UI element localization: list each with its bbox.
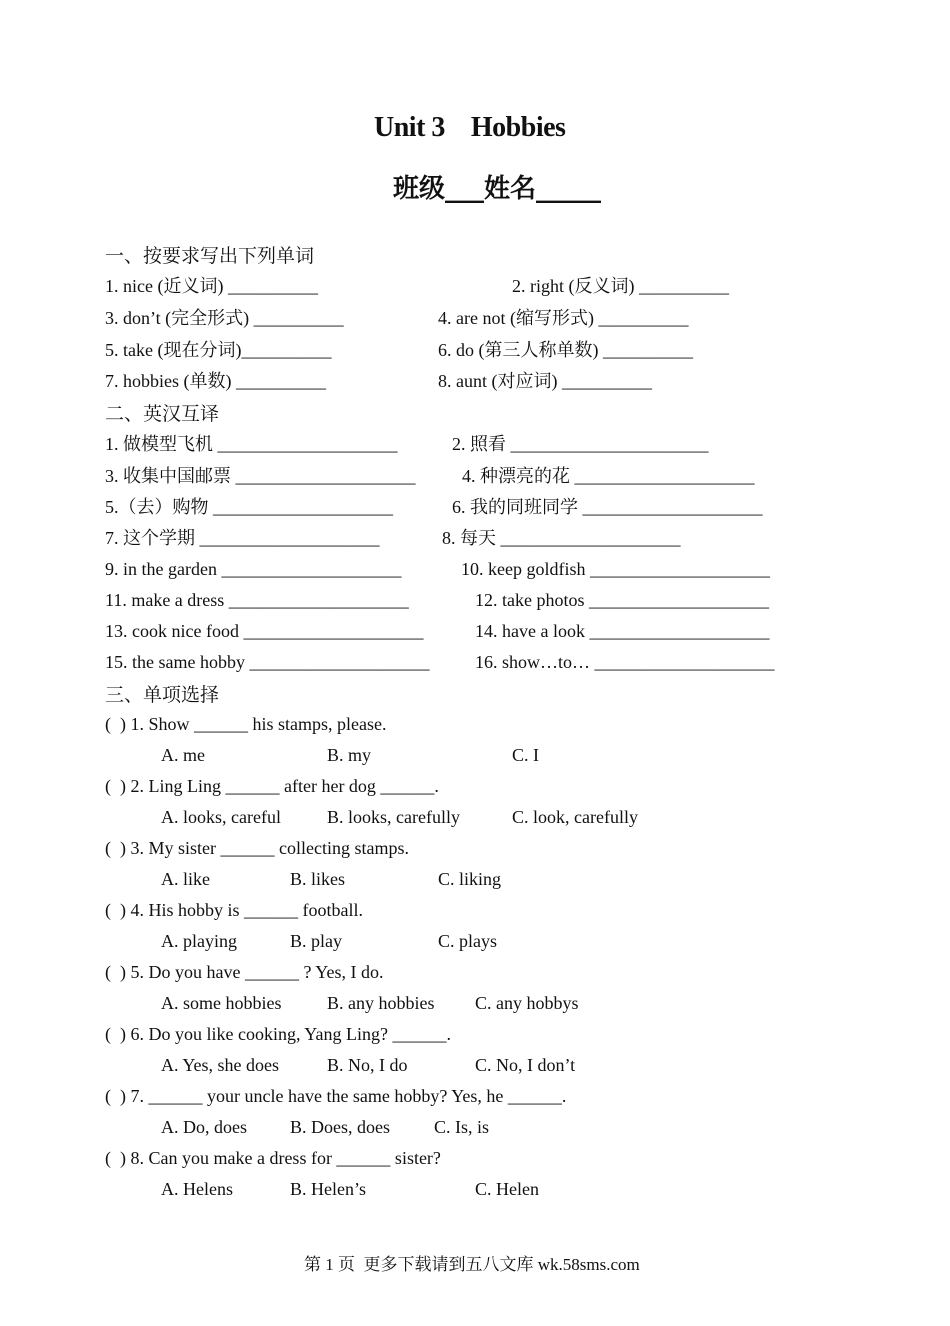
mc-option-4a: A. playing xyxy=(161,931,237,951)
mc-option-3c: C. liking xyxy=(438,869,502,889)
part2-item-13: 13. cook nice food ____________________ xyxy=(105,621,424,641)
mc-question-1: ( ) 1. Show ______ his stamps, please. xyxy=(105,714,387,734)
mc-option-8a: A. Helens xyxy=(161,1179,233,1199)
part2-item-11: 11. make a dress ____________________ xyxy=(105,590,409,610)
section-3-heading: 三、单项选择 xyxy=(105,684,220,706)
mc-question-2: ( ) 2. Ling Ling ______ after her dog ______. xyxy=(105,776,439,796)
mc-option-6c: C. No, I don’t xyxy=(475,1055,576,1075)
mc-question-3: ( ) 3. My sister ______ collecting stamps. xyxy=(105,838,409,858)
mc-option-4c: C. plays xyxy=(438,931,498,951)
part2-item-15: 15. the same hobby ____________________ xyxy=(105,652,430,672)
section-2-heading: 二、英汉互译 xyxy=(105,403,220,425)
class-name-line: 班级___姓名_____ xyxy=(393,174,602,204)
mc-option-6b: B. No, I do xyxy=(327,1055,408,1075)
part2-item-3: 3. 收集中国邮票 ____________________ xyxy=(105,466,416,486)
page-title: Unit 3 Hobbies xyxy=(374,112,566,143)
mc-option-2b: B. looks, carefully xyxy=(327,807,460,827)
part2-item-16: 16. show…to… ____________________ xyxy=(475,652,775,672)
part2-item-4: 4. 种漂亮的花 ____________________ xyxy=(462,466,755,486)
mc-question-6: ( ) 6. Do you like cooking, Yang Ling? ______. xyxy=(105,1024,451,1044)
mc-option-5c: C. any hobbys xyxy=(475,993,579,1013)
mc-option-2a: A. looks, careful xyxy=(161,807,281,827)
part2-item-7: 7. 这个学期 ____________________ xyxy=(105,528,380,548)
mc-option-3b: B. likes xyxy=(290,869,346,889)
section-1-heading: 一、按要求写出下列单词 xyxy=(105,245,315,267)
part2-item-14: 14. have a look ____________________ xyxy=(475,621,770,641)
part1-item-5: 5. take (现在分词)__________ xyxy=(105,340,332,360)
part1-item-8: 8. aunt (对应词) __________ xyxy=(438,371,652,391)
part2-item-8: 8. 每天 ____________________ xyxy=(442,528,681,548)
mc-option-5a: A. some hobbies xyxy=(161,993,282,1013)
part2-item-2: 2. 照看 ______________________ xyxy=(452,434,709,454)
part2-item-10: 10. keep goldfish ____________________ xyxy=(461,559,770,579)
part2-item-9: 9. in the garden ____________________ xyxy=(105,559,402,579)
mc-option-7c: C. Is, is xyxy=(434,1117,490,1137)
mc-option-3a: A. like xyxy=(161,869,210,889)
mc-question-5: ( ) 5. Do you have ______ ? Yes, I do. xyxy=(105,962,384,982)
mc-option-8b: B. Helen’s xyxy=(290,1179,366,1199)
mc-option-2c: C. look, carefully xyxy=(512,807,638,827)
part1-item-2: 2. right (反义词) __________ xyxy=(512,276,729,296)
page-footer: 第 1 页 更多下载请到五八文库 wk.58sms.com xyxy=(304,1255,640,1274)
mc-option-7b: B. Does, does xyxy=(290,1117,390,1137)
mc-option-1b: B. my xyxy=(327,745,372,765)
mc-option-1a: A. me xyxy=(161,745,205,765)
part2-item-5: 5.（去）购物 ____________________ xyxy=(105,497,393,517)
mc-option-7a: A. Do, does xyxy=(161,1117,247,1137)
mc-option-1c: C. I xyxy=(512,745,539,765)
mc-question-4: ( ) 4. His hobby is ______ football. xyxy=(105,900,363,920)
mc-option-5b: B. any hobbies xyxy=(327,993,435,1013)
part2-item-6: 6. 我的同班同学 ____________________ xyxy=(452,497,763,517)
mc-question-8: ( ) 8. Can you make a dress for ______ sister? xyxy=(105,1148,441,1168)
part1-item-3: 3. don’t (完全形式) __________ xyxy=(105,308,344,328)
mc-option-6a: A. Yes, she does xyxy=(161,1055,280,1075)
part1-item-6: 6. do (第三人称单数) __________ xyxy=(438,340,693,360)
part1-item-1: 1. nice (近义词) __________ xyxy=(105,276,318,296)
mc-option-4b: B. play xyxy=(290,931,342,951)
part2-item-1: 1. 做模型飞机 ____________________ xyxy=(105,434,398,454)
mc-question-7: ( ) 7. ______ your uncle have the same hobby? Yes, he ______. xyxy=(105,1086,567,1106)
part1-item-7: 7. hobbies (单数) __________ xyxy=(105,371,326,391)
part1-item-4: 4. are not (缩写形式) __________ xyxy=(438,308,689,328)
part2-item-12: 12. take photos ____________________ xyxy=(475,590,769,610)
mc-option-8c: C. Helen xyxy=(475,1179,539,1199)
